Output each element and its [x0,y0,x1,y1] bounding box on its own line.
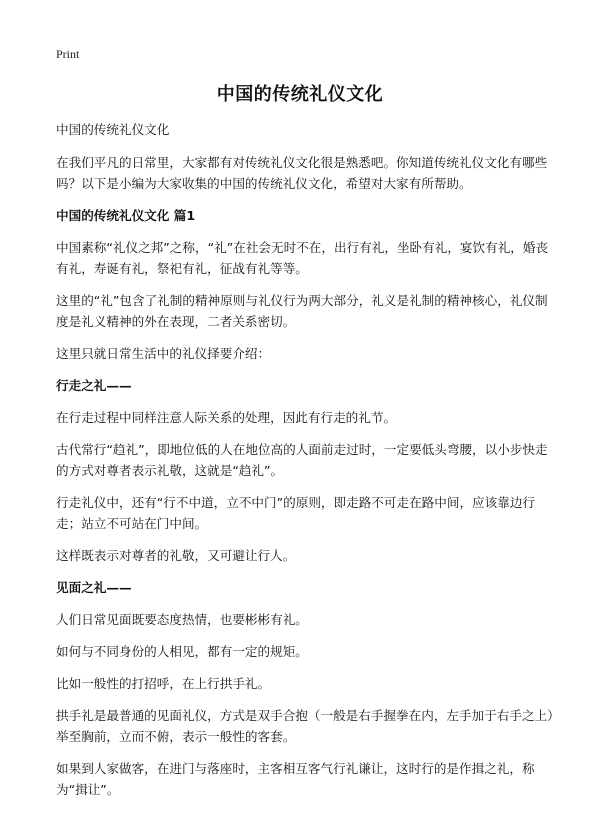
paragraph: 这里的“礼”包含了礼制的精神原则与礼仪行为两大部分，礼义是礼制的精神核心，礼仪制度是礼义精神的外在表现，二者关系密切。 [56,293,548,329]
meeting-paragraph: 人们日常见面既要态度热情，也要彬彬有礼。 [56,612,308,627]
page-title: 中国的传统礼仪文化 [216,84,384,105]
meeting-paragraph: 拱手礼是最普通的见面礼仪，方式是双手合抱（一般是右手握拳在内，左手加于右手之上）举至胸前，立而不俯，表示一般性的客套。 [56,708,554,744]
print-label: Print [56,47,80,61]
meeting-paragraph: 比如一般性的打招呼，在上行拱手礼。 [56,676,271,691]
meeting-heading: 见面之礼—— [56,580,132,595]
paragraph: 中国素称“礼仪之邦”之称，“礼”在社会无时不在，出行有礼，坐卧有礼，宴饮有礼，婚丧有礼，寿诞有礼，祭祀有礼，征战有礼等等。 [56,240,549,276]
section-heading: 中国的传统礼仪文化 篇1 [56,208,196,223]
meeting-paragraph: 如何与不同身份的人相见，都有一定的规矩。 [56,644,308,659]
walking-paragraph: 这样既表示对尊者的礼敬，又可避让行人。 [56,548,296,563]
intro-paragraph: 在我们平凡的日常里，大家都有对传统礼仪文化很是熟悉吧。你知道传统礼仪文化有哪些吗？以下是小编为大家收集的中国的传统礼仪文化，希望对大家有所帮助。 [56,155,548,191]
document-body [56,119,556,811]
paragraph: 这里只就日常生活中的礼仪择要介绍： [56,346,271,361]
walking-paragraph: 古代常行“趋礼”，即地位低的人在地位高的人面前走过时，一定要低头弯腰，以小步快走的方式对尊者表示礼敬，这就是“趋礼”。 [56,442,548,478]
walking-paragraph: 行走礼仪中，还有“行不中道，立不中门”的原则，即走路不可走在路中间，应该靠边行走；站立不可站在门中间。 [56,495,536,531]
walking-paragraph: 在行走过程中同样注意人际关系的处理，因此有行走的礼节。 [56,410,397,425]
walking-heading: 行走之礼—— [56,378,132,393]
document-subtitle: 中国的传统礼仪文化 [56,122,170,137]
meeting-paragraph: 如果到人家做客，在进门与落座时，主客相互客气行礼谦让，这时行的是作揖之礼，称为“揖让”。 [56,761,535,797]
